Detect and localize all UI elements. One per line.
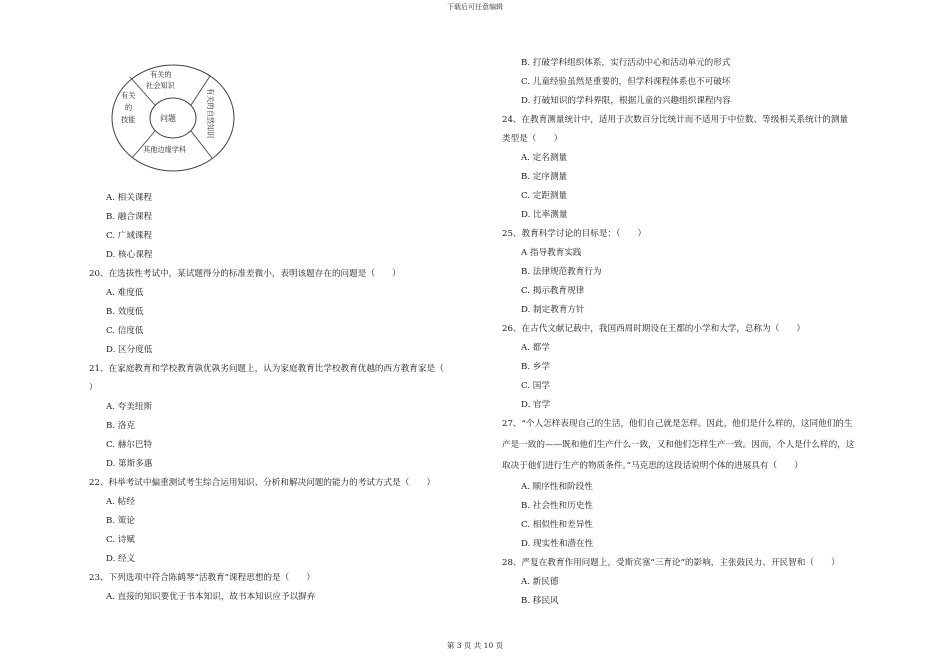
option-line: C. 国学 <box>521 381 550 391</box>
question-line: 26、在古代文献记载中，我国西周时期设在王都的小学和大学，总称为（ ） <box>502 324 806 334</box>
question-line: 取决于他们进行生产的物质条件。”马克思的这段话说明个体的进展具有（ ） <box>502 461 803 471</box>
question-line: ） <box>89 383 98 393</box>
left-label-3: 技能 <box>121 115 136 124</box>
option-line: B. 乡学 <box>521 362 550 372</box>
question-line: 28、严复在教育作用问题上，受斯宾塞“三育论”的影响，主张鼓民力、开民智和（ ） <box>502 558 840 568</box>
option-line: D. 打破知识的学科界限，根据儿童的兴趣组织课程内容 <box>521 96 731 106</box>
question-line: 类型是（ ） <box>502 134 563 144</box>
option-line: D. 经义 <box>106 554 136 564</box>
question-line: 20、在选拔性考试中，某试题得分的标准差微小，表明该题存在的问题是（ ） <box>89 269 401 279</box>
left-label-2: 的 <box>125 103 133 112</box>
option-line: B. 法律规范教育行为 <box>521 267 602 277</box>
option-line: A. 难度低 <box>106 288 144 298</box>
question-line: 24、在教育测量统计中，适用于次数百分比统计而不适用于中位数、等级相关系统计的测量 <box>502 115 849 125</box>
option-line: A. 夸美纽斯 <box>106 402 153 412</box>
option-line: A. 都学 <box>521 343 550 353</box>
question-line: 22、科举考试中偏重测试考生综合运用知识、分析和解决问题的能力的考试方式是（ ） <box>89 478 436 488</box>
option-line: B. 打破学科组织体系，实行活动中心和活动单元的形式 <box>521 58 731 68</box>
option-line: B. 策论 <box>106 516 135 526</box>
option-line: D. 制定教育方针 <box>521 305 585 315</box>
option-line: C. 揭示教育规律 <box>521 286 585 296</box>
question-line: 21、在家庭教育和学校教育孰优孰劣问题上，认为家庭教育比学校教育优越的西方教育家是（ <box>89 364 444 374</box>
option-line: C. 广域课程 <box>106 231 153 241</box>
option-line: A. 直接的知识要优于书本知识，故书本知识应予以摒弃 <box>106 592 316 602</box>
option-line: B. 融合课程 <box>106 212 153 222</box>
question-line: 25、教育科学讨论的目标是：（ ） <box>502 229 647 239</box>
option-line: C. 信度低 <box>106 326 144 336</box>
option-line: C. 诗赋 <box>106 535 135 545</box>
question-line: 27、“个人怎样表现自己的生活，他们自己就是怎样。因此，他们是什么样的，这同他们的生 <box>502 419 853 429</box>
option-line: B. 社会性和历史性 <box>521 501 593 511</box>
option-line: C. 赫尔巴特 <box>106 440 153 450</box>
curriculum-diagram <box>108 60 238 176</box>
option-line: D. 区分度低 <box>106 345 153 355</box>
question-line: 产是一致的——既和他们生产什么一致，又和他们怎样生产一致。因而，个人是什么样的，这 <box>502 440 855 450</box>
bottom-label: 其他边缘学科 <box>143 145 187 154</box>
option-line: D. 现实性和潜在性 <box>521 539 594 549</box>
option-line: C. 相似性和差异性 <box>521 520 593 530</box>
option-line: A. 顺序性和阶段性 <box>521 482 593 492</box>
option-line: A. 相关课程 <box>106 193 153 203</box>
option-line: A. 新民德 <box>521 577 559 587</box>
option-line: D. 比率测量 <box>521 210 568 220</box>
option-line: D. 核心课程 <box>106 250 153 260</box>
page-header: 下载后可任意编辑 <box>447 3 503 11</box>
option-line: A 指导教育实践 <box>521 248 582 258</box>
option-line: A. 帖经 <box>106 497 135 507</box>
option-line: C. 儿童经验虽然是重要的，但学科课程体系也不可破坏 <box>521 77 731 87</box>
question-line: 23、下列选项中符合陈鹤琴“活教育”课程思想的是（ ） <box>89 573 315 583</box>
option-line: B. 定序测量 <box>521 172 568 182</box>
option-line: C. 定距测量 <box>521 191 568 201</box>
option-line: B. 效度低 <box>106 307 144 317</box>
option-line: D. 官学 <box>521 400 551 410</box>
option-line: D. 第斯多惠 <box>106 459 153 469</box>
left-label-1: 有关 <box>121 91 136 100</box>
top-label-2: 社会知识 <box>146 81 175 90</box>
center-label: 问题 <box>160 114 176 123</box>
top-label-1: 有关的 <box>150 70 172 79</box>
option-line: B. 洛克 <box>106 421 135 431</box>
right-label: 有关的自然知识 <box>206 88 215 139</box>
page-footer: 第 3 页 共 10 页 <box>446 641 504 650</box>
option-line: A. 定名测量 <box>521 153 568 163</box>
option-line: B. 移民风 <box>521 596 559 606</box>
